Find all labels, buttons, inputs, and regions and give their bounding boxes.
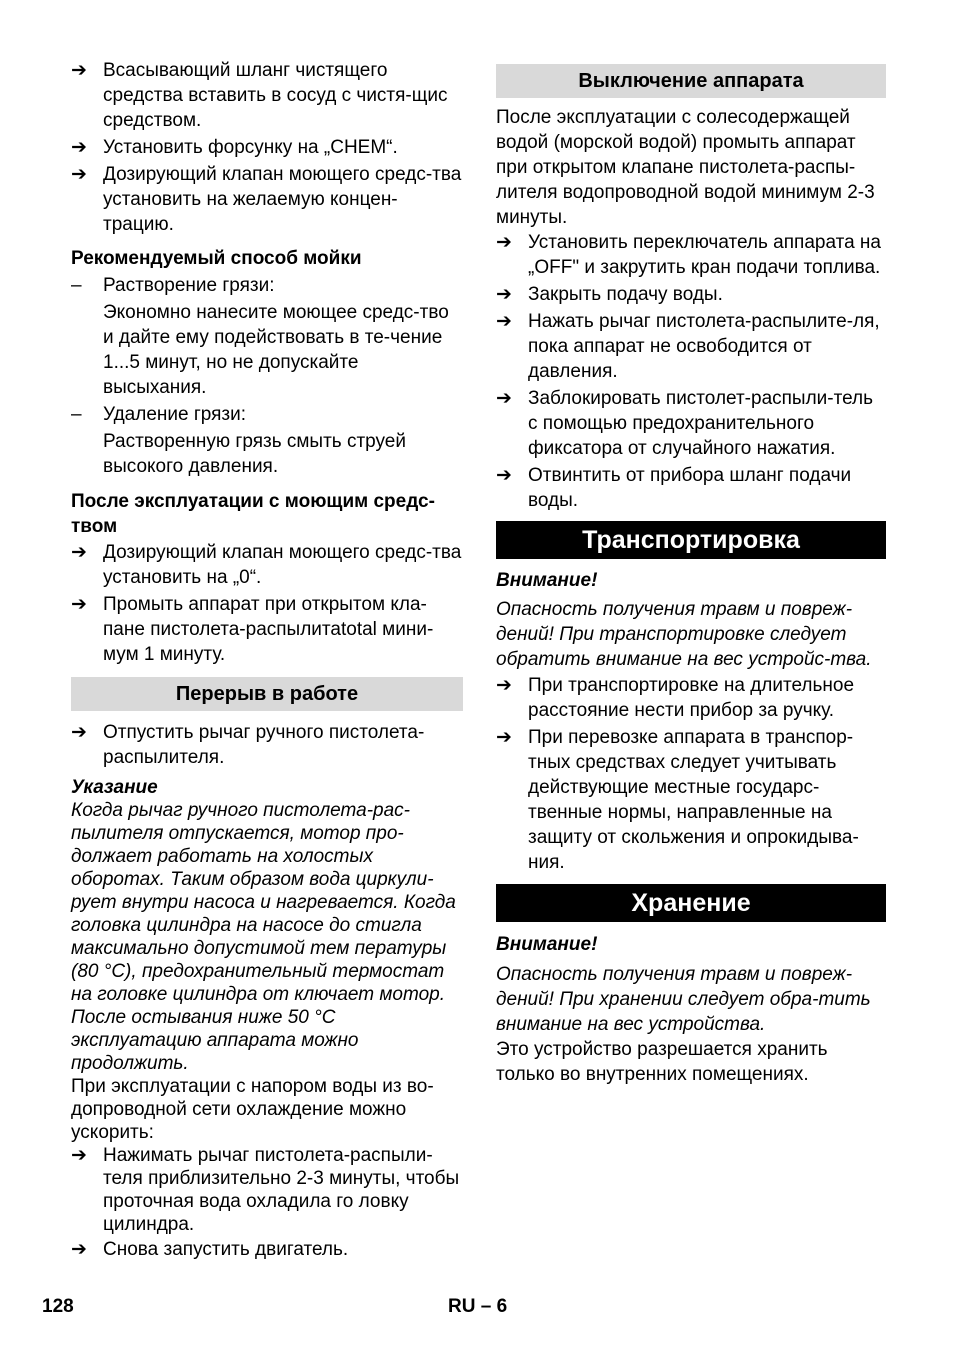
after-detergent-heading: После эксплуатации с моющим средс-твом: [71, 491, 435, 537]
list-item-text: Закрыть подачу воды.: [528, 284, 723, 305]
list-item: [71, 720, 463, 770]
list-item-label: Удаление грязи:: [103, 404, 247, 425]
list-item-text: Всасывающий шланг чистящего средства вставить в сосуд с чистя-щис средством.: [103, 60, 448, 131]
list-item-text: Дозирующий клапан моющего средс-тва установить на „0“.: [103, 542, 462, 588]
arrow-right-icon: ➔: [496, 311, 512, 332]
right-column: [496, 64, 886, 1087]
storage-text: Это устройство разрешается хранить только во внутренних помещениях.: [496, 1039, 828, 1085]
list-item-text: Экономно нанесите моющее средс-тво и дайте ему подействовать в те-чение 1...5 минут, но не допускайте высыхания.: [103, 302, 449, 398]
list-item: [71, 135, 463, 160]
list-item: [496, 282, 886, 307]
list-item-text: Дозирующий клапан моющего средс-тва установить на желаемую концен-трацию.: [103, 164, 462, 235]
list-item-text: Отвинтить от прибора шланг подачи воды.: [528, 465, 852, 511]
arrow-right-icon: ➔: [71, 1145, 87, 1166]
arrow-right-icon: ➔: [71, 594, 87, 615]
storage-warning-text: Опасность получения травм и повреж-дений! При хранении следует обра-тить внимание на вес устройства.: [496, 964, 871, 1035]
arrow-right-icon: ➔: [496, 232, 512, 253]
list-item: [71, 592, 463, 667]
list-item: [71, 162, 463, 237]
section-heading-transport: Транспортировка: [496, 521, 886, 559]
list-item: [496, 386, 886, 461]
storage-warning-heading: Внимание!: [496, 934, 598, 955]
list-item: [71, 1237, 463, 1262]
list-item-text: При транспортировке на длительное расстояние нести прибор за ручку.: [528, 675, 855, 721]
note-heading: Указание: [71, 777, 158, 798]
arrow-right-icon: ➔: [496, 727, 512, 748]
list-item-text: Растворенную грязь смыть струей высокого давления.: [103, 431, 406, 477]
arrow-right-icon: ➔: [71, 1239, 87, 1260]
list-item: [496, 463, 886, 513]
arrow-right-icon: ➔: [496, 675, 512, 696]
transport-warning-heading: Внимание!: [496, 570, 598, 591]
list-item-text: Заблокировать пистолет-распыли-тель с помощью предохранительного фиксатора от случайного нажатия.: [528, 388, 874, 459]
arrow-right-icon: ➔: [496, 284, 512, 305]
list-item: [496, 309, 886, 384]
list-item-text: Отпустить рычаг ручного пистолета-распылителя.: [103, 722, 425, 768]
list-item: [71, 402, 463, 427]
list-item-text: Промыть аппарат при открытом кла-пане пистолета-распылитаtotal мини-мум 1 минуту.: [103, 594, 434, 665]
arrow-right-icon: ➔: [71, 722, 87, 743]
list-item: [496, 725, 886, 875]
list-item-label: Растворение грязи:: [103, 275, 275, 296]
section-heading-shutdown: Выключение аппарата: [496, 64, 886, 98]
section-heading-storage: Хранение: [496, 884, 886, 922]
arrow-right-icon: ➔: [71, 137, 87, 158]
dash-marker: –: [71, 275, 82, 296]
list-item-text: При перевозке аппарата в транспор-тных средствах следует учитывать действующие местные государс-твенные нормы, направленные на защиту от скольжения и опрокидыва-ния.: [528, 727, 859, 873]
list-item-text: Нажать рычаг пистолета-распылите-ля, пока аппарат не освободится от давления.: [528, 311, 880, 382]
recommended-heading: Рекомендуемый способ мойки: [71, 248, 362, 269]
arrow-right-icon: ➔: [496, 388, 512, 409]
list-item-text: Нажимать рычаг пистолета-распыли-теля приблизительно 2-3 минуты, чтобы проточная вода охладила го ловку цилиндра.: [103, 1145, 460, 1235]
list-item: [496, 230, 886, 280]
list-item: [71, 273, 463, 298]
arrow-right-icon: ➔: [71, 164, 87, 185]
note-text: Когда рычаг ручного пистолета-рас-пылителя отпускается, мотор про-должает работать на холостых оборотах. Таким образом вода циркули-рует внутри насоса и нагревается. Когда головка цилиндра на насосе до стигла максимально допустимой тем пературы (80 °C), предохранительный термостат на головке цилиндра от ключает мотор. После остывания ниже 50 °C эксплуатацию аппарата можно продолжить.: [71, 800, 456, 1074]
arrow-right-icon: ➔: [71, 60, 87, 81]
list-item-text: Установить переключатель аппарата на „OFF" и закрутить кран подачи топлива.: [528, 232, 881, 278]
note-after-text: При эксплуатации с напором воды из во-допроводной сети охлаждение можно ускорить:: [71, 1076, 434, 1143]
list-item: [71, 1144, 463, 1236]
left-column: [71, 58, 463, 1262]
arrow-right-icon: ➔: [496, 465, 512, 486]
list-item-text: Снова запустить двигатель.: [103, 1239, 349, 1260]
list-item-text: Установить форсунку на „CHEM“.: [103, 137, 398, 158]
dash-marker: –: [71, 404, 82, 425]
arrow-right-icon: ➔: [71, 542, 87, 563]
shutdown-intro: После эксплуатации с солесодержащей водой (морской водой) промыть аппарат при открытом клапане пистолета-распы-лителя водопроводной водой минимум 2-3 минуты.: [496, 107, 875, 228]
section-label: RU – 6: [448, 1296, 508, 1317]
list-item: [71, 58, 463, 133]
section-heading-pause: Перерыв в работе: [71, 677, 463, 711]
page-number: 128: [42, 1296, 74, 1317]
list-item: [496, 673, 886, 723]
transport-warning-text: Опасность получения травм и повреж-дений! При транспортировке следует обратить внимание на вес устройс-тва.: [496, 599, 872, 670]
list-item: [71, 540, 463, 590]
